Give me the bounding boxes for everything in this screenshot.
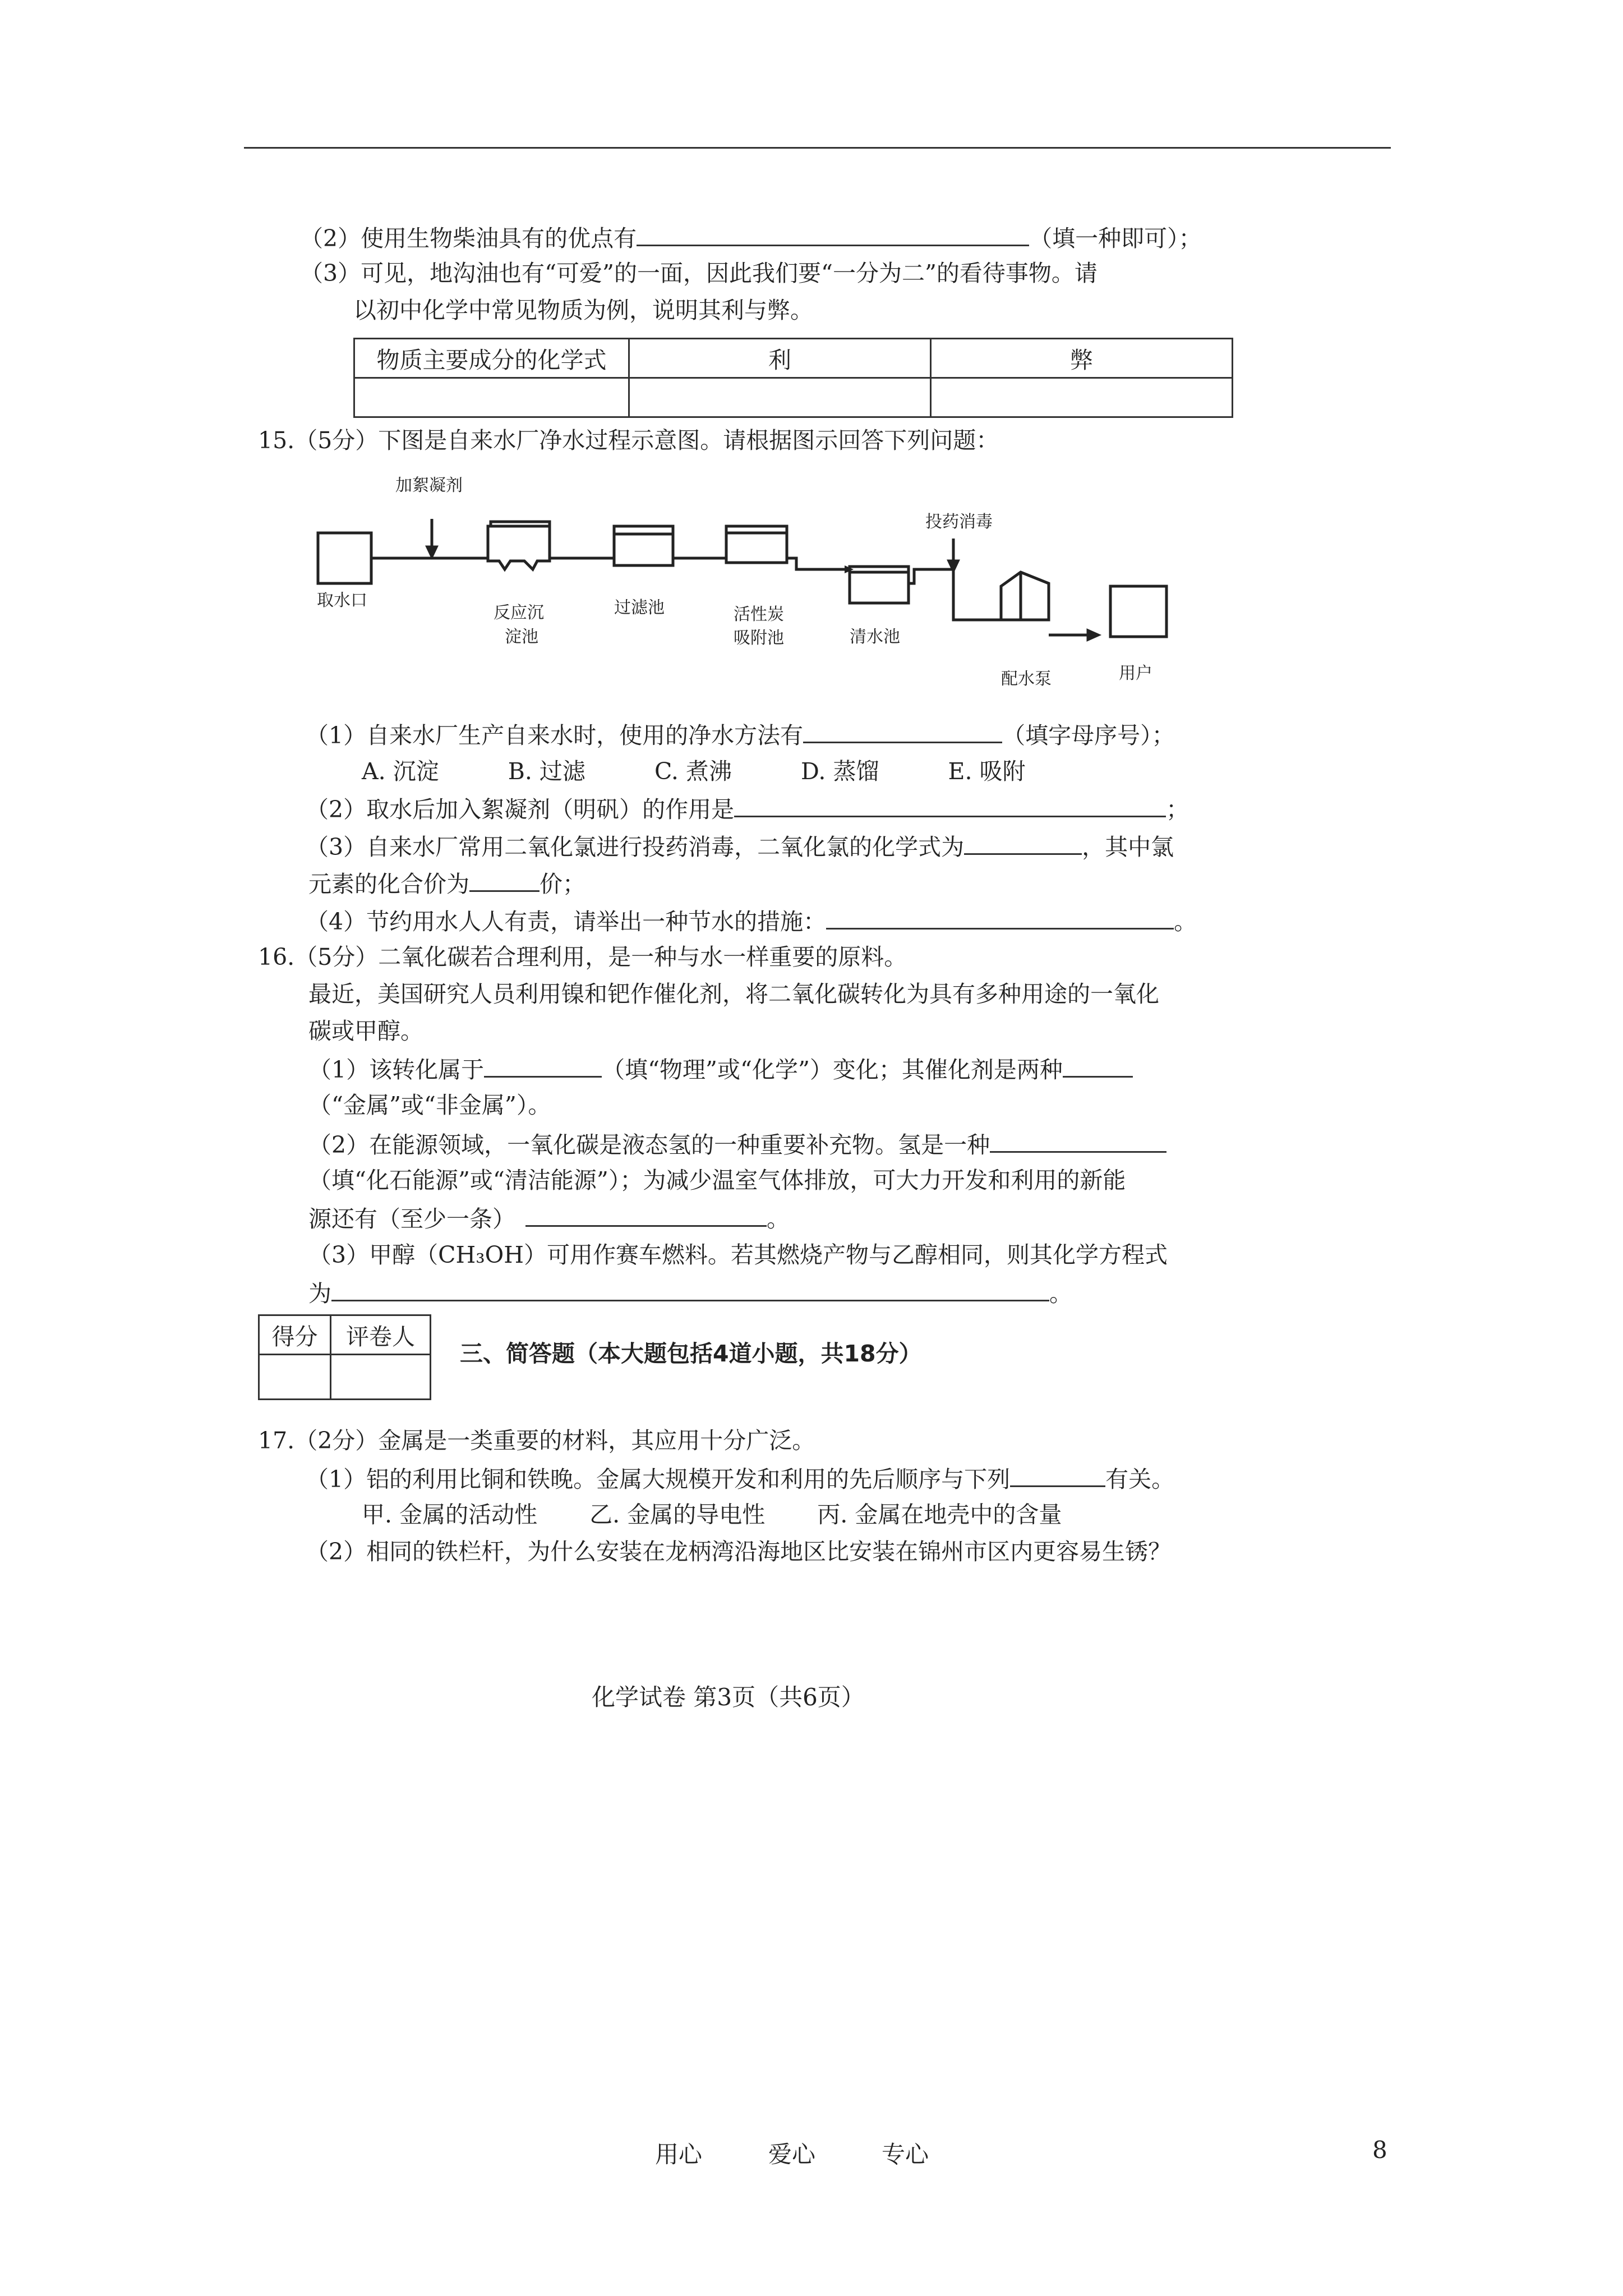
exam-page-footer: 化学试卷 第3页（共6页） bbox=[592, 1683, 865, 1711]
option-bing: 丙. 金属在地壳中的含量 bbox=[817, 1501, 1062, 1528]
table-header-row bbox=[354, 339, 1233, 378]
table-cell-formula[interactable] bbox=[354, 378, 629, 417]
table-header-formula: 物质主要成分的化学式 bbox=[354, 339, 629, 378]
answer-blank[interactable] bbox=[484, 1057, 602, 1078]
q14-part2 bbox=[300, 226, 1202, 250]
q15-part2-text: （2）取水后加入絮凝剂（明矾）的作用是 bbox=[306, 796, 735, 823]
q17-options bbox=[362, 1503, 1062, 1526]
q15-part3-line1 bbox=[306, 834, 1174, 859]
answer-blank[interactable] bbox=[637, 226, 1029, 246]
label-filter: 过滤池 bbox=[614, 598, 665, 618]
slogan-2: 爱心 bbox=[768, 2141, 816, 2168]
q14-part3-line2: 以初中化学中常见物质为例，说明其利与弊。 bbox=[353, 297, 813, 324]
q17-part1-suffix: 有关。 bbox=[1105, 1466, 1175, 1493]
table-cell-pros[interactable] bbox=[629, 378, 931, 417]
option-yi: 乙. 金属的导电性 bbox=[589, 1501, 766, 1528]
q16-part2-suffix: 。 bbox=[767, 1205, 790, 1232]
q15-part1 bbox=[306, 723, 1175, 747]
answer-blank[interactable] bbox=[734, 797, 1166, 817]
label-reaction-2: 淀池 bbox=[505, 627, 538, 647]
filter-tank bbox=[614, 526, 673, 565]
q15-part3-text2: 元素的化合价为 bbox=[308, 871, 469, 898]
option-b: B. 过滤 bbox=[508, 758, 585, 785]
q17-part2: （2）相同的铁栏杆，为什么安装在龙柄湾沿海地区比安装在锦州市区内更容易生锈？ bbox=[306, 1538, 1172, 1565]
answer-blank[interactable] bbox=[803, 723, 1002, 743]
q15-part3-suffix: ，其中氯 bbox=[1082, 834, 1174, 861]
score-box bbox=[258, 1314, 431, 1400]
water-treatment-diagram bbox=[303, 471, 1189, 696]
q16-part3-suffix: 。 bbox=[1049, 1280, 1072, 1307]
score-cell[interactable] bbox=[259, 1355, 331, 1400]
header-rule bbox=[244, 147, 1391, 149]
q16-title: 16.（5分）二氧化碳若合理利用，是一种与水一样重要的原料。 bbox=[258, 944, 907, 970]
q15-part4-text: （4）节约用水人人有责，请举出一种节水的措施： bbox=[306, 908, 827, 935]
reaction-tank bbox=[488, 526, 550, 569]
q15-part3-line2 bbox=[308, 871, 585, 896]
label-disinfect: 投药消毒 bbox=[925, 512, 993, 532]
label-user: 用户 bbox=[1119, 664, 1152, 683]
label-reaction-1: 反应沉 bbox=[494, 603, 544, 623]
q15-title: 15.（5分）下图是自来水厂净水过程示意图。请根据图示回答下列问题： bbox=[258, 427, 999, 454]
answer-blank[interactable] bbox=[964, 834, 1082, 855]
q17-part1-text: （1）铝的利用比铜和铁晚。金属大规模开发和利用的先后顺序与下列 bbox=[306, 1466, 1011, 1493]
label-clear: 清水池 bbox=[850, 627, 900, 647]
q17-part1 bbox=[306, 1466, 1174, 1491]
q16-part2-line2: （填“化石能源”或“清洁能源”）；为减少温室气体排放，可大力开发和利用的新能 bbox=[308, 1167, 1126, 1194]
score-box-header-row bbox=[259, 1315, 431, 1355]
q16-part1-line2: （“金属”或“非金属”）。 bbox=[308, 1092, 551, 1119]
q16-part2-text: （2）在能源领域，一氧化碳是液态氢的一种重要补充物。氢是一种 bbox=[308, 1131, 990, 1158]
q16-intro-line2: 碳或甲醇。 bbox=[308, 1018, 423, 1045]
q16-intro-line1: 最近，美国研究人员利用镍和钯作催化剂，将二氧化碳转化为具有多种用途的一氧化 bbox=[308, 981, 1159, 1007]
user-box bbox=[1110, 586, 1166, 637]
answer-blank[interactable] bbox=[990, 1132, 1166, 1153]
slogan-3: 专心 bbox=[882, 2141, 929, 2168]
answer-blank[interactable] bbox=[469, 871, 540, 892]
pump-shape bbox=[1001, 572, 1049, 620]
q15-part3-suffix2: 价； bbox=[540, 871, 585, 898]
option-d: D. 蒸馏 bbox=[801, 758, 879, 785]
label-pump: 配水泵 bbox=[1001, 669, 1052, 689]
table-header-pros: 利 bbox=[629, 339, 931, 378]
answer-blank[interactable] bbox=[1010, 1466, 1105, 1487]
q14-part2-text: （2）使用生物柴油具有的优点有 bbox=[300, 225, 637, 252]
label-carbon-1: 活性炭 bbox=[734, 605, 784, 624]
answer-blank[interactable] bbox=[1063, 1057, 1133, 1078]
label-carbon-2: 吸附池 bbox=[734, 628, 784, 648]
option-c: C. 煮沸 bbox=[654, 758, 732, 785]
q16-part3-line2 bbox=[308, 1281, 1072, 1305]
q16-part2-line3 bbox=[308, 1206, 790, 1231]
table-cell-cons[interactable] bbox=[931, 378, 1233, 417]
grader-cell[interactable] bbox=[331, 1355, 431, 1400]
q15-part4 bbox=[306, 909, 1197, 933]
grader-label: 评卷人 bbox=[331, 1315, 431, 1355]
q14-part3-line1: （3）可见，地沟油也有“可爱”的一面，因此我们要“一分为二”的看待事物。请 bbox=[300, 260, 1098, 287]
answer-blank[interactable] bbox=[525, 1206, 767, 1227]
table-answer-row bbox=[354, 378, 1233, 417]
section3-title: 三、简答题（本大题包括4道小题，共18分） bbox=[460, 1340, 922, 1367]
option-e: E. 吸附 bbox=[948, 758, 1026, 785]
q15-part4-suffix: 。 bbox=[1174, 908, 1197, 935]
q15-part3-text: （3）自来水厂常用二氧化氯进行投药消毒，二氧化氯的化学式为 bbox=[306, 834, 965, 861]
option-a: A. 沉淀 bbox=[362, 758, 439, 785]
q16-part1-text: （1）该转化属于 bbox=[308, 1056, 485, 1083]
q14-part2-suffix: （填一种即可）； bbox=[1029, 225, 1202, 252]
q15-part1-suffix: （填字母序号）； bbox=[1002, 722, 1175, 749]
q16-part2-text3: 源还有（至少一条） bbox=[308, 1205, 515, 1232]
q16-part2-line1 bbox=[308, 1132, 1166, 1157]
q15-options bbox=[362, 760, 1026, 783]
page-number: 8 bbox=[1372, 2136, 1387, 2164]
q15-part2-suffix: ； bbox=[1166, 796, 1189, 823]
q16-part1-mid: （填“物理”或“化学”）变化；其催化剂是两种 bbox=[602, 1056, 1063, 1083]
q15-part1-text: （1）自来水厂生产自来水时，使用的净水方法有 bbox=[306, 722, 804, 749]
answer-blank[interactable] bbox=[826, 909, 1174, 930]
q16-part3-text2: 为 bbox=[308, 1280, 331, 1307]
intake-box bbox=[318, 533, 371, 583]
label-intake: 取水口 bbox=[317, 591, 367, 610]
q17-title: 17.（2分）金属是一类重要的材料，其应用十分广泛。 bbox=[258, 1427, 815, 1454]
q15-part2 bbox=[306, 797, 1189, 821]
answer-blank[interactable] bbox=[331, 1281, 1049, 1301]
q14-pros-cons-table bbox=[353, 338, 1233, 418]
label-coagulant: 加絮凝剂 bbox=[395, 476, 463, 495]
score-box-entry-row bbox=[259, 1355, 431, 1400]
q16-part3-line1: （3）甲醇（CH₃OH）可用作赛车燃料。若其燃烧产物与乙醇相同，则其化学方程式 bbox=[308, 1241, 1168, 1268]
q16-part1-line1 bbox=[308, 1057, 1133, 1082]
score-label: 得分 bbox=[259, 1315, 331, 1355]
slogan-1: 用心 bbox=[655, 2141, 703, 2168]
option-jia: 甲. 金属的活动性 bbox=[362, 1501, 538, 1528]
table-header-cons: 弊 bbox=[931, 339, 1233, 378]
